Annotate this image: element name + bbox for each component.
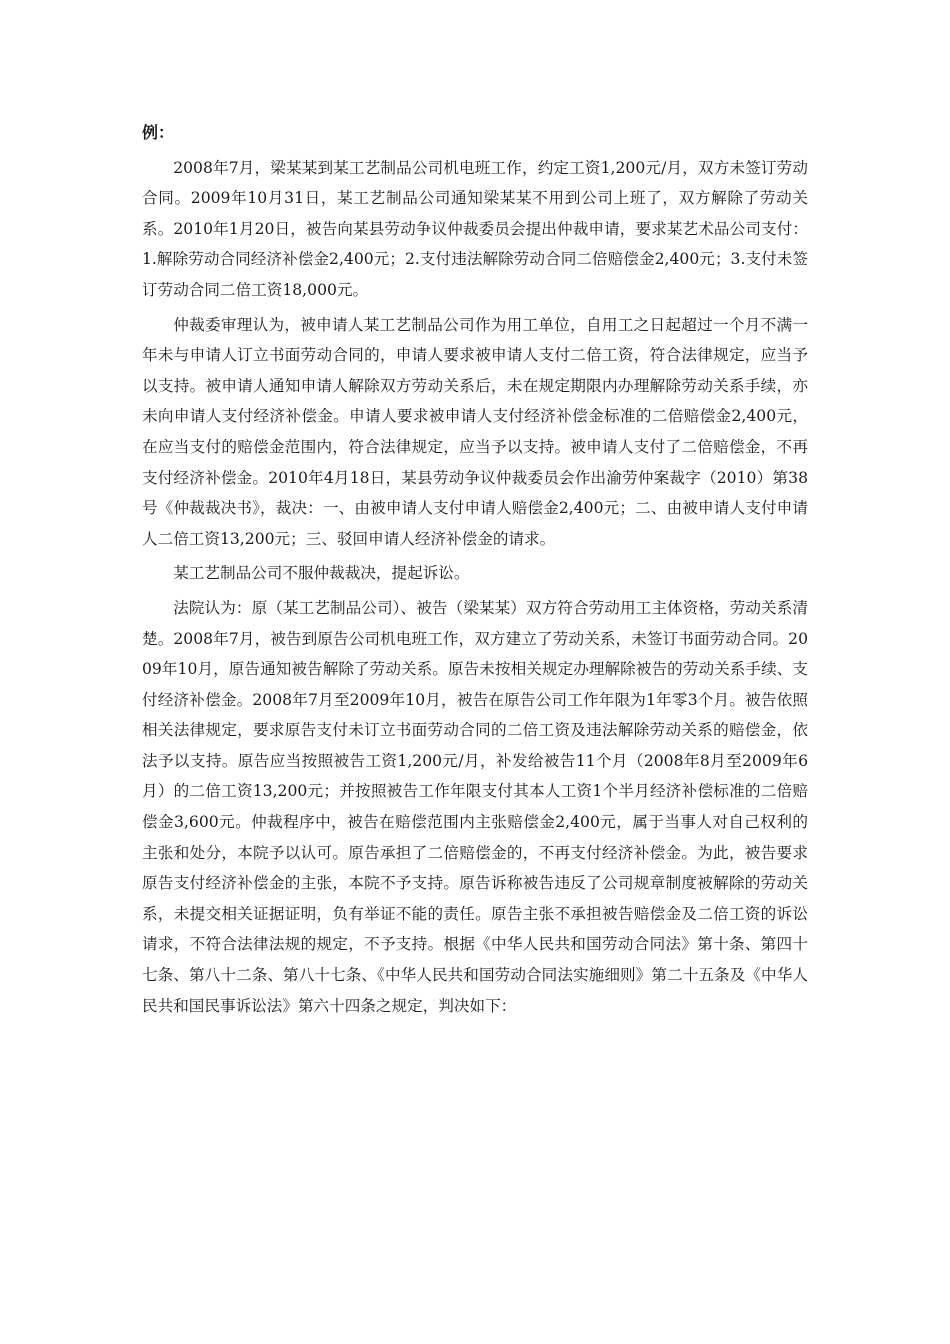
example-heading: 例： [142,123,175,142]
paragraph-arbitration-ruling: 仲裁委审理认为，被申请人某工艺制品公司作为用工单位，自用工之日起超过一个月不满一年未与申请人订立书面劳动合同的，申请人要求被申请人支付二倍工资，符合法律规定，应当予以支持。被申请人通知申请人解除双方劳动关系后，未在规定期限内办理解除劳动关系手续，亦未向申请人支付经济补偿金。申请人要求被申请人支付经济补偿金标准的二倍赔偿金2,400元，在应当支付的赔偿金范围内，符合法律规定，应当予以支持。被申请人支付了二倍赔偿金，不再支付经济补偿金。2010年4月18日，某县劳动争议仲裁委员会作出渝劳仲案裁字（2010）第38号《仲裁裁决书》，裁决：一、由被申请人支付申请人赔偿金2,400元；二、由被申请人支付申请人二倍工资13,200元；三、驳回申请人经济补偿金的请求。 [142,315,808,548]
document-body [142,118,808,1025]
paragraph-case-facts: 2008年7月，梁某某到某工艺制品公司机电班工作，约定工资1,200元/月，双方未签订劳动合同。2009年10月31日，某工艺制品公司通知梁某某不用到公司上班了，双方解除了劳动关系。2010年1月20日，被告向某县劳动争议仲裁委员会提出仲裁申请，要求某艺术品公司支付：1.解除劳动合同经济补偿金2,400元；2.支付违法解除劳动合同二倍赔偿金2,400元；3.支付未签订劳动合同二倍工资18,000元。 [142,158,808,299]
paragraph-appeal: 某工艺制品公司不服仲裁裁决，提起诉讼。 [173,564,470,583]
paragraph-court-opinion: 法院认为：原（某工艺制品公司）、被告（梁某某）双方符合劳动用工主体资格，劳动关系清楚。2008年7月，被告到原告公司机电班工作，双方建立了劳动关系，未签订书面劳动合同。2009年10月，原告通知被告解除了劳动关系。原告未按相关规定办理解除被告的劳动关系手续、支付经济补偿金。2008年7月至2009年10月，被告在原告公司工作年限为1年零3个月。被告依照相关法律规定，要求原告支付未订立书面劳动合同的二倍工资及违法解除劳动关系的赔偿金，依法予以支持。原告应当按照被告工资1,200元/月，补发给被告11个月（2008年8月至2009年6月）的二倍工资13,200元；并按照被告工作年限支付其本人工资1个半月经济补偿标准的二倍赔偿金3,600元。仲裁程序中，被告在赔偿范围内主张赔偿金2,400元，属于当事人对自己权利的主张和处分，本院予以认可。原告承担了二倍赔偿金的，不再支付经济补偿金。为此，被告要求原告支付经济补偿金的主张，本院不予支持。原告诉称被告违反了公司规章制度被解除的劳动关系，未提交相关证据证明，负有举证不能的责任。原告主张不承担被告赔偿金及二倍工资的诉讼请求，不符合法律法规的规定，不予支持。根据《中华人民共和国劳动合同法》第十条、第四十七条、第八十二条、第八十七条、《中华人民共和国劳动合同法实施细则》第二十五条及《中华人民共和国民事诉讼法》第六十四条之规定，判决如下： [142,598,808,1015]
